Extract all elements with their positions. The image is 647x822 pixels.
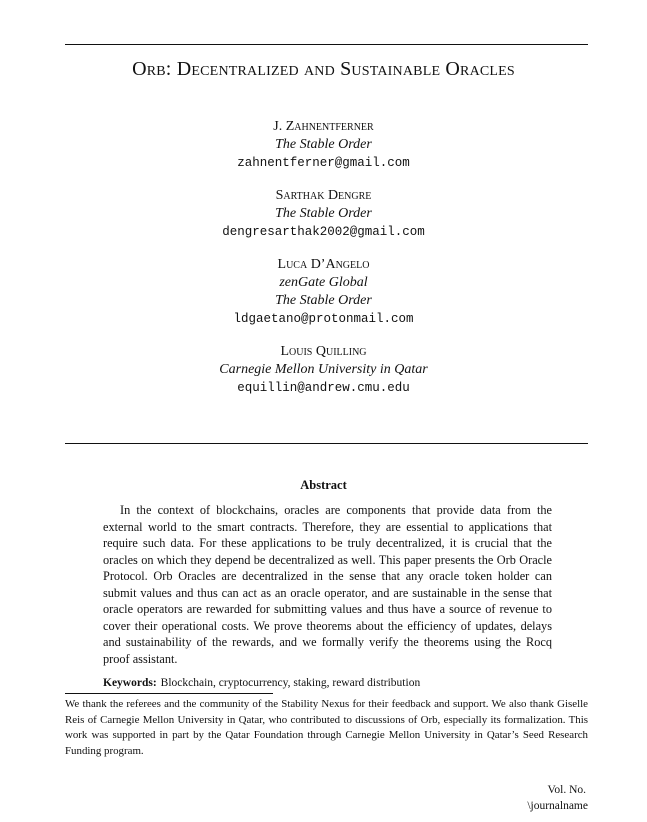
author-affiliation: zenGate Global [279,275,368,290]
abstract-heading: Abstract [300,478,347,492]
author-affiliation: The Stable Order [275,137,372,152]
journal-name: \journalname [527,800,588,812]
author-block [0,118,647,412]
author-name: Sarthak Dengre [275,188,372,203]
volume-line: Vol. No. [547,784,586,796]
footnote-rule [65,693,273,694]
author-name: Louis Quilling [280,344,367,359]
author-entry [0,118,647,172]
author-email: zahnentferner@gmail.com [237,156,410,170]
keywords-text: Blockchain, cryptocurrency, staking, reward distribution [160,677,421,689]
author-name: Luca D’Angelo [277,257,370,272]
author-email: ldgaetano@protonmail.com [233,312,414,326]
author-affiliation: The Stable Order [275,293,372,308]
author-affiliation: Carnegie Mellon University in Qatar [219,362,428,377]
top-rule [65,44,588,45]
author-entry [0,187,647,241]
keywords-label: Keywords: [103,677,157,689]
author-email: dengresarthak2002@gmail.com [222,225,425,239]
author-email: equillin@andrew.cmu.edu [237,381,410,395]
abstract-text: In the context of blockchains, oracles are components that provide data from the external world to the smart contracts. Therefore, they are essential to applications that require such data. For these applications to be truly decentralized, it is crucial that the oracles on which they depend be decentralized as well. This paper presents the Orb Oracle Protocol. Orb Oracles are decentralized in the sense that any oracle token holder can submit values and thus can act as an oracle operator, and are sustainable in the sense that oracle operators are rewarded for submitting values and thus have a source of revenue to cover their operational costs. We prove theorems about the efficiency of updates, delays and sustainability of the rewards, and we formally verify the theorems using the Rocq proof assistant. [103,503,552,666]
author-entry [0,256,647,328]
header-bottom-rule [65,443,588,444]
keywords [103,677,563,689]
footnote-text: We thank the referees and the community of the Stability Nexus for their feedback and support. We also thank Giselle Reis of Carnegie Mellon University in Qatar, who contributed to discussions of Orb, especially its formalization. This work was supported in part by the Qatar Foundation through Carnegie Mellon University in Qatar’s Seed Research Funding program. [65,698,588,757]
author-name: J. Zahnentferner [273,119,374,134]
author-affiliation: The Stable Order [275,206,372,221]
author-entry [0,343,647,397]
paper-title: Orb: Decentralized and Sustainable Oracles [132,58,515,80]
